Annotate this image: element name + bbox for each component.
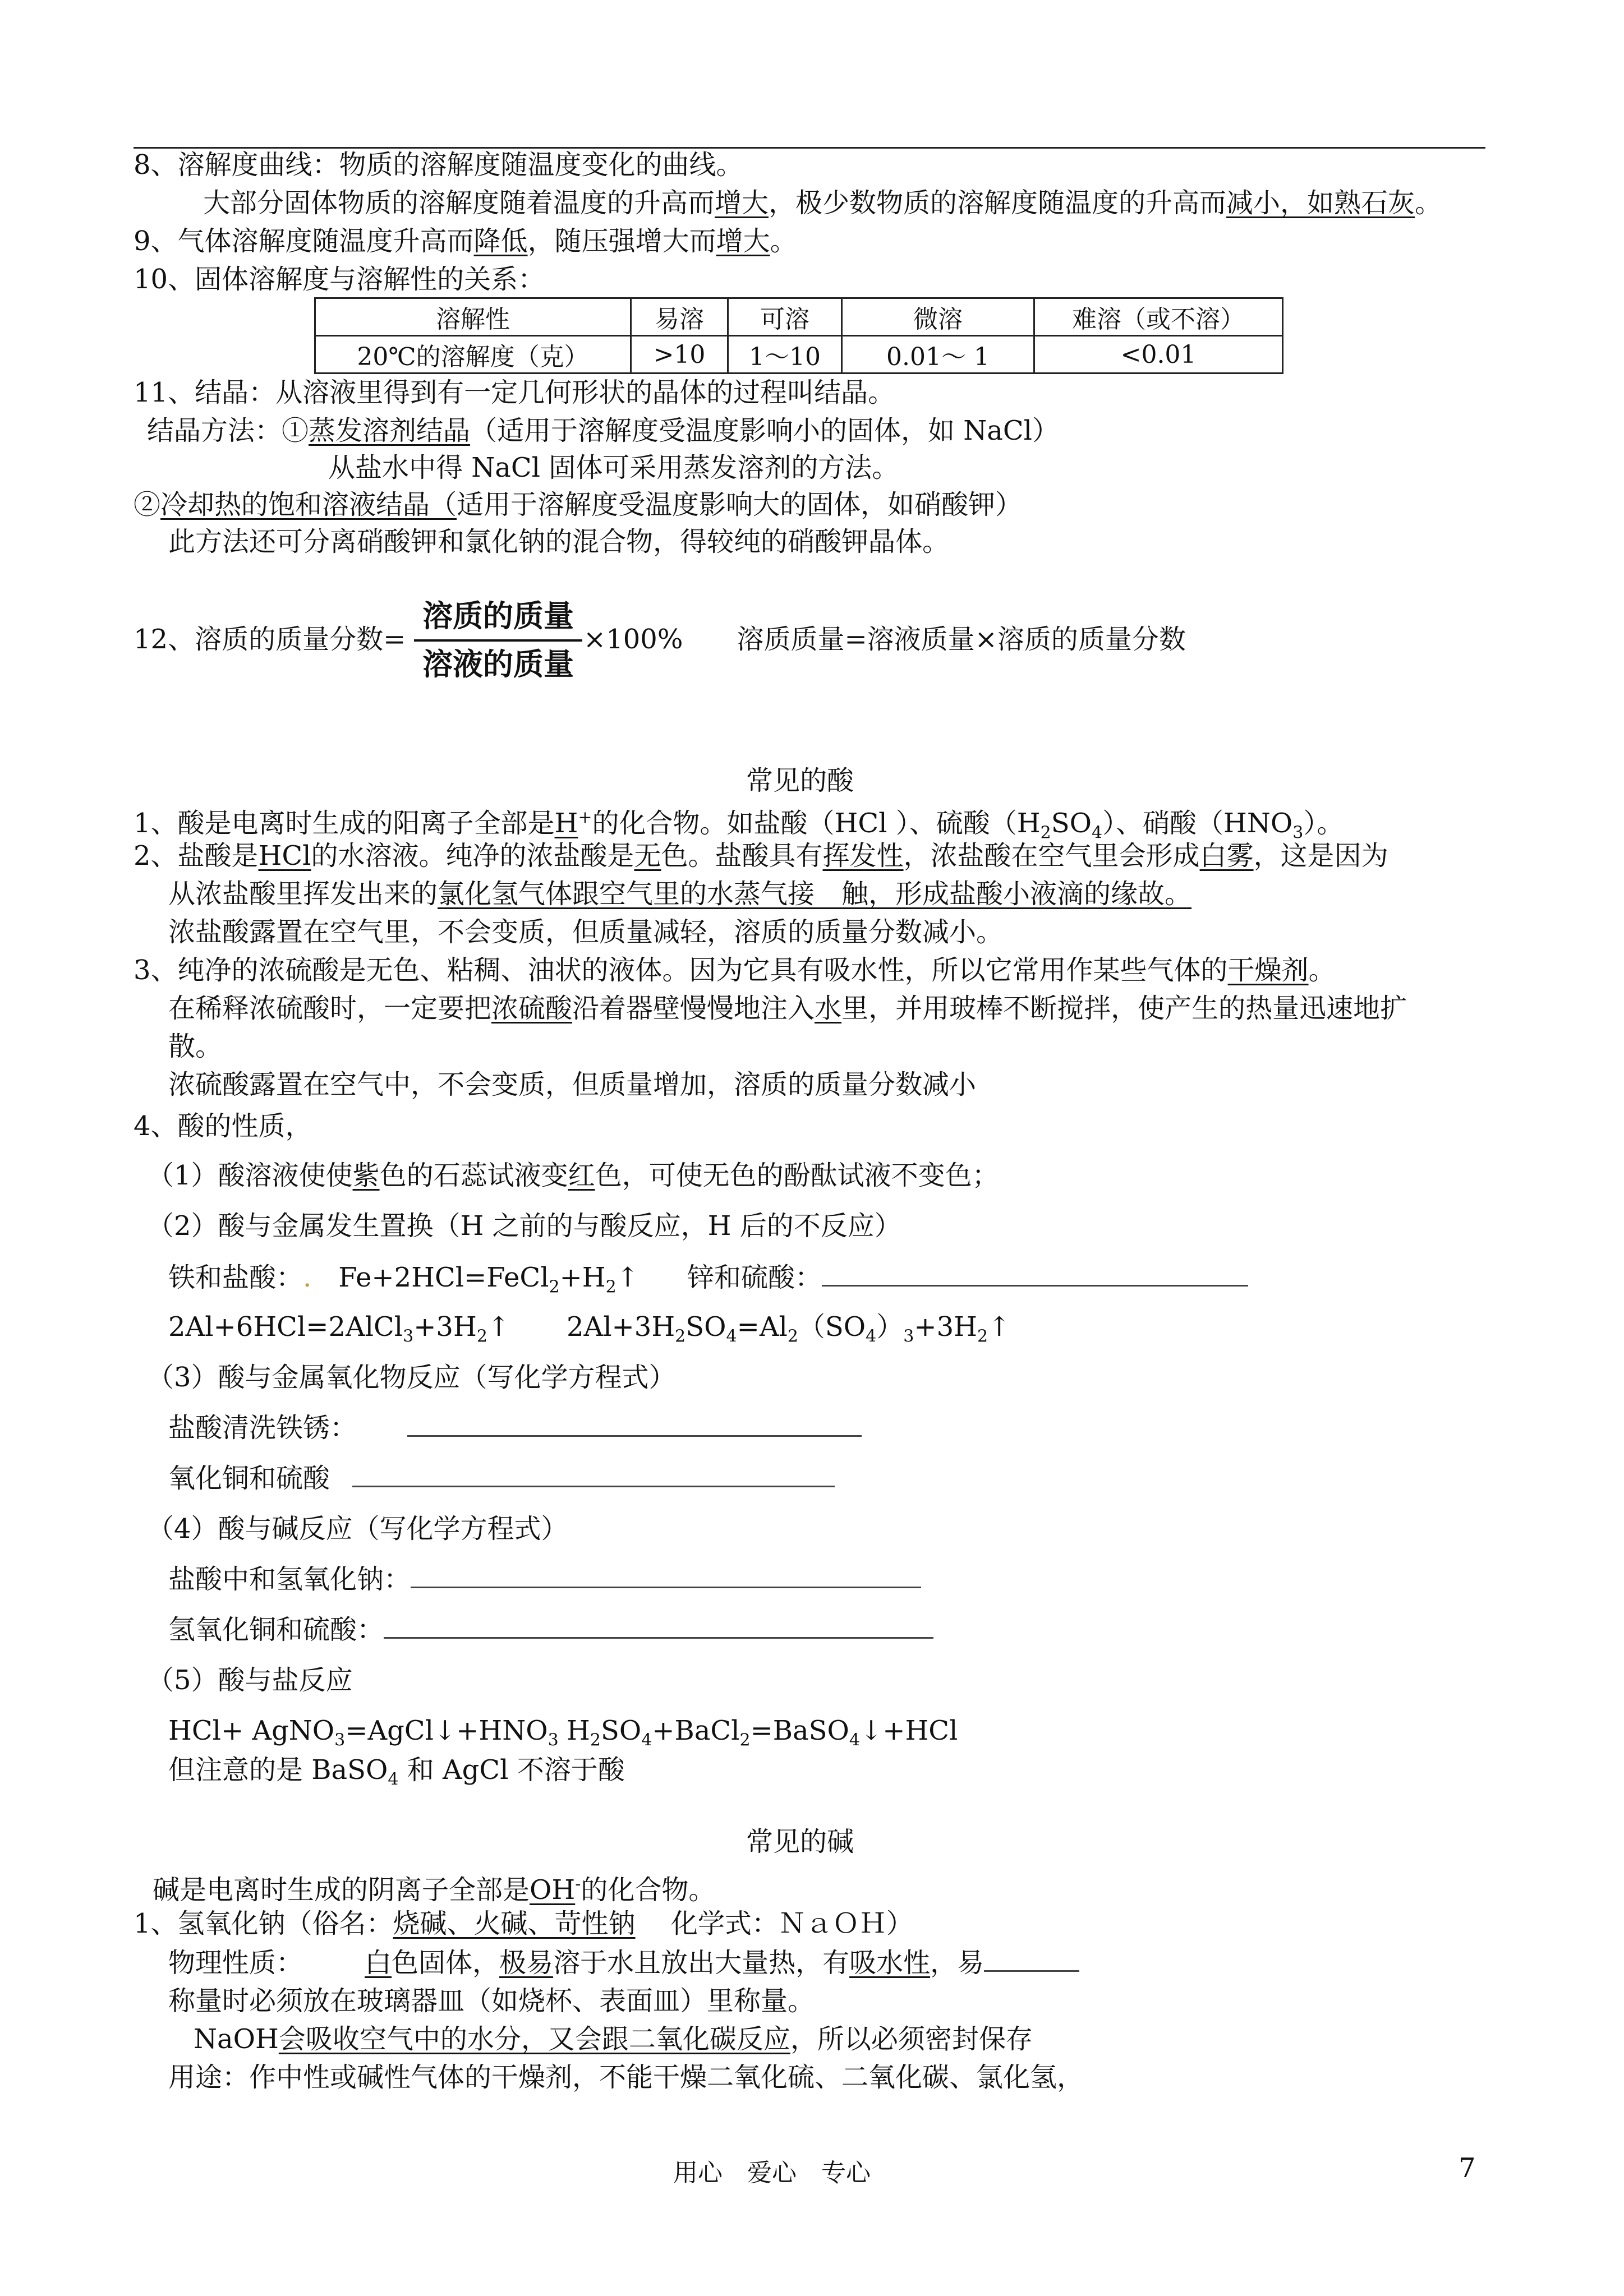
property-5-note: 但注意的是 BaSO$_4$ 和 AgCl 不溶于酸 — [168, 1754, 625, 1790]
base-1-uses: 用途：作中性或碱性气体的干燥剂，不能干燥二氧化硫、二氧化碳、氯化氢， — [168, 2062, 1084, 2093]
property-5-bacl2: $H_2SO_4+BaCl_2=BaSO_4↓+HCl$ — [567, 1715, 958, 1750]
answer-blank[interactable] — [384, 1615, 933, 1639]
mass-fraction-formula — [414, 596, 582, 685]
table-cell: 0.01～ 1 — [842, 336, 1034, 374]
base-1: 1、氢氧化钠（俗名：烧碱、火碱、苛性钠 化学式：ＮａＯＨ） — [134, 1908, 913, 1939]
table-row — [315, 298, 1283, 336]
crystallization-method-2: ②冷却热的饱和溶液结晶（适用于溶解度受温度影响大的固体，如硝酸钾） — [134, 489, 1023, 520]
base-definition: 碱是电离时生成的阴离子全部是OH-的化合物。 — [153, 1874, 716, 1906]
table-cell: 溶解性 — [315, 298, 631, 336]
property-4-naoh: 盐酸中和氢氧化钠： — [168, 1561, 921, 1597]
base-1-storage: NaOH会吸收空气中的水分，又会跟二氧化碳反应，所以必须密封保存 — [194, 2023, 1033, 2055]
acid-3-dilution-cont: 散。 — [168, 1031, 223, 1062]
answer-blank[interactable] — [822, 1262, 1248, 1287]
fraction-numerator: 溶质的质量 — [422, 598, 574, 634]
answer-blank[interactable] — [407, 1413, 862, 1437]
section-heading-base: 常见的碱 — [746, 1826, 854, 1857]
property-2-al-hcl: $2Al+6HCl=2AlCl_3+3H_2↑$ — [168, 1311, 510, 1347]
page-number: 7 — [1459, 2152, 1476, 2184]
acid-4: 4、酸的性质， — [134, 1110, 312, 1142]
crystallization-note-2: 此方法还可分离硝酸钾和氯化钠的混合物，得较纯的硝酸钾晶体。 — [168, 526, 950, 557]
acid-2: 2、盐酸是HCl的水溶液。纯净的浓盐酸是无色。盐酸具有挥发性，浓盐酸在空气里会形成白雾，这是因为 — [134, 840, 1388, 872]
crystallization-note-1: 从盐水中得 NaCl 固体可采用蒸发溶剂的方法。 — [328, 452, 899, 483]
acid-2-note: 浓盐酸露置在空气里，不会变质，但质量减轻，溶质的质量分数减小。 — [168, 916, 1004, 948]
crystallization-method-1: 结晶方法：①蒸发溶剂结晶（适用于溶解度受温度影响小的固体，如 NaCl） — [147, 415, 1059, 446]
fraction-bar — [414, 639, 582, 642]
table-row — [315, 336, 1283, 374]
answer-blank[interactable] — [984, 1948, 1079, 1972]
acid-3: 3、纯净的浓硫酸是无色、粘稠、油状的液体。因为它具有吸水性，所以它常用作某些气体的干燥剂。 — [134, 955, 1336, 986]
property-2-zn: 锌和硫酸： — [687, 1260, 1248, 1295]
item-8-detail: 大部分固体物质的溶解度随着温度的升高而增大，极少数物质的溶解度随温度的升高而减小，如熟石灰。 — [203, 187, 1442, 219]
property-5-agno3: $HCl+ AgNO_3=AgCl↓+HNO_3$ — [168, 1715, 559, 1750]
answer-blank[interactable] — [352, 1463, 835, 1487]
table-cell: <0.01 — [1034, 336, 1283, 374]
item-10: 10、固体溶解度与溶解性的关系： — [134, 264, 545, 295]
item-12-prefix: 12、溶质的质量分数= — [134, 624, 406, 655]
acid-1: 1、酸是电离时生成的阳离子全部是H+的化合物。如盐酸（HCl ）、硫酸$(H_2SO_4)$、硝酸$(HNO_3)$。 — [134, 808, 1344, 843]
section-heading-acid: 常见的酸 — [746, 765, 854, 796]
acid-2-cont: 从浓盐酸里挥发出来的氯化氢气体跟空气里的水蒸气接 触，形成盐酸小液滴的缘故。 — [168, 878, 1192, 910]
item-12-suffix: ×100% 溶质质量=溶液质量×溶质的质量分数 — [583, 624, 1186, 655]
solubility-table — [314, 297, 1283, 374]
table-cell: 1～10 — [728, 336, 842, 374]
item-11: 11、结晶：从溶液里得到有一定几何形状的晶体的过程叫结晶。 — [134, 377, 895, 408]
item-9: 9、气体溶解度随温度升高而降低，随压强增大而增大。 — [134, 225, 797, 257]
footer-motto: 用心 爱心 专心 — [673, 2159, 871, 2187]
property-5: （5）酸与盐反应 — [147, 1665, 353, 1696]
property-1: （1）酸溶液使使紫色的石蕊试液变红色，可使无色的酚酞试液不变色； — [147, 1160, 999, 1191]
base-1-physical: 物理性质： 白色固体，极易溶于水且放出大量热，有吸水性，易 — [168, 1945, 1079, 1981]
property-2-fe: 铁和盐酸：. $Fe+2HCl=FeCl_2+H_2↑$ — [168, 1262, 639, 1297]
table-cell: 可溶 — [728, 298, 842, 336]
base-1-weighing: 称量时必须放在玻璃器皿（如烧杯、表面皿）里称量。 — [168, 1985, 815, 2017]
table-cell: 难溶（或不溶） — [1034, 298, 1283, 336]
property-3-cuo: 氧化铜和硫酸 — [168, 1460, 835, 1496]
acid-3-note: 浓硫酸露置在空气中，不会变质，但质量增加，溶质的质量分数减小 — [168, 1069, 977, 1100]
property-3: （3）酸与金属氧化物反应（写化学方程式） — [147, 1362, 676, 1393]
answer-blank[interactable] — [411, 1564, 921, 1588]
table-cell: >10 — [631, 336, 728, 374]
property-2-al-h2so4: $2Al+3H_2SO_4=Al_2(SO_4)_3+3H_2↑$ — [567, 1311, 1011, 1347]
property-3-rust: 盐酸清洗铁锈： — [168, 1410, 862, 1446]
property-2: （2）酸与金属发生置换（H 之前的与酸反应，H 后的不反应） — [147, 1210, 901, 1242]
table-cell: 20℃的溶解度（克） — [315, 336, 631, 374]
orange-dot: . — [303, 1262, 312, 1293]
table-cell: 微溶 — [842, 298, 1034, 336]
acid-3-dilution: 在稀释浓硫酸时，一定要把浓硫酸沿着器壁慢慢地注入水里，并用玻棒不断搅拌，使产生的热量迅速地扩 — [168, 993, 1407, 1024]
item-8: 8、溶解度曲线：物质的溶解度随温度变化的曲线。 — [134, 149, 743, 181]
property-4: （4）酸与碱反应（写化学方程式） — [147, 1513, 568, 1545]
table-cell: 易溶 — [631, 298, 728, 336]
fraction-denominator: 溶液的质量 — [422, 647, 574, 682]
property-4-cuoh2: 氢氧化铜和硫酸： — [168, 1612, 933, 1648]
